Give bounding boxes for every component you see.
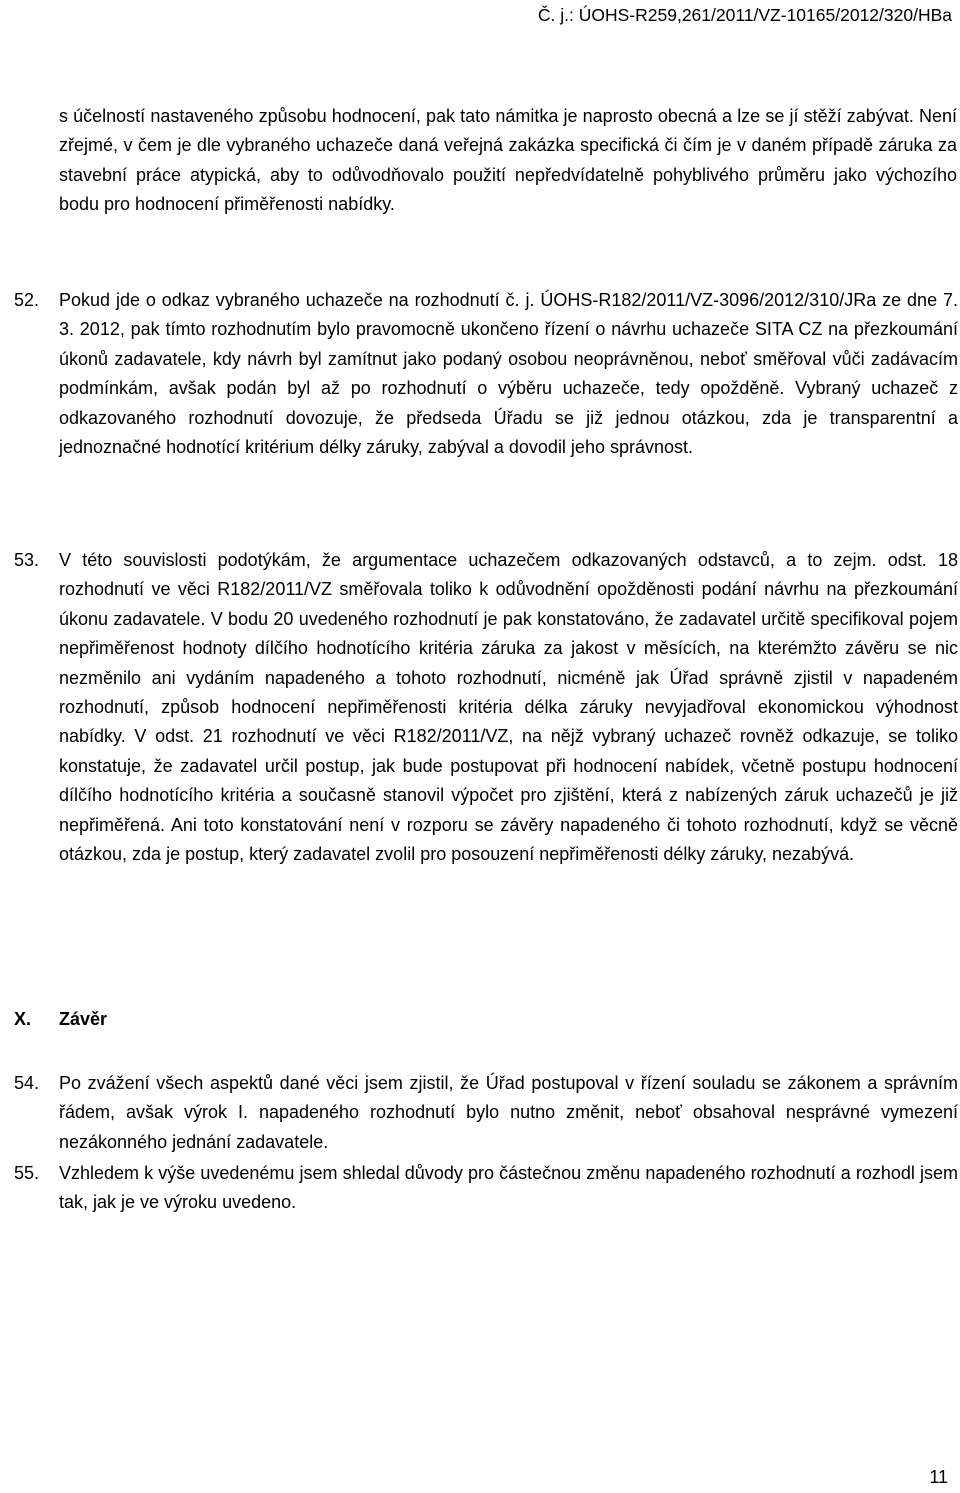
paragraph-number: 53. xyxy=(14,550,40,570)
paragraph-number: 55. xyxy=(14,1163,40,1183)
intro-paragraph-continuation: s účelností nastaveného způsobu hodnocení, pak tato námitka je naprosto obecná a lze se jí stěží zabývat. Není zřejmé, v čem je dle vybraného uchazeče daná veřejná zakázka specifická či čím je v daném případě záruka za stavební práce atypická, aby to odůvodňovalo použití nepředvídatelně pohyblivého průměru jako výchozího bodu pro hodnocení přiměřenosti nabídky. xyxy=(59,106,957,215)
paragraph-text: Vzhledem k výše uvedenému jsem shledal důvody pro částečnou změnu napadeného rozhodnutí a rozhodl jsem tak, jak je ve výroku uvedeno. xyxy=(59,1163,958,1213)
paragraph-text: Pokud jde o odkaz vybraného uchazeče na rozhodnutí č. j. ÚOHS-R182/2011/VZ-3096/2012/310/JRa ze dne 7. 3. 2012, pak tímto rozhodnutím bylo pravomocně ukončeno řízení o návrhu uchazeče SITA CZ na přezkoumání úkonů zadavatele, kdy návrh byl zamítnut jako podaný osobou neoprávněnou, neboť směřoval vůči zadávacím podmínkám, avšak podán byl až po rozhodnutí o výběru uchazeče, tedy opožděně. Vybraný uchazeč z odkazovaného rozhodnutí dovozuje, že předseda Úřadu se již jednou otázkou, zda je transparentní a jednoznačné hodnotící kritérium délky záruky, zabýval a dovodil jeho správnost. xyxy=(59,290,958,458)
section-number: X. xyxy=(14,1009,32,1029)
paragraph-text: V této souvislosti podotýkám, že argumentace uchazečem odkazovaných odstavců, a to zejm. odst. 18 rozhodnutí ve věci R182/2011/VZ směřovala toliko k odůvodnění opožděnosti podání návrhu na přezkoumání úkonu zadavatele. V bodu 20 uvedeného rozhodnutí je pak konstatováno, že zadavatel určitě specifikoval pojem nepřiměřenost hodnoty dílčího hodnotícího kritéria záruka za jakost v měsících, na kterémžto závěru se nic nezměnilo ani vydáním napadeného a tohoto rozhodnutí, nicméně jak Úřad správně zjistil v napadeném rozhodnutí, způsob hodnocení nepřiměřenosti kritéria délka záruky nevyjadřoval ekonomickou výhodnost nabídky. V odst. 21 rozhodnutí ve věci R182/2011/VZ, na nějž vybraný uchazeč rovněž odkazuje, se toliko konstatuje, že zadavatel určil postup, jak bude postupovat při hodnocení nabídek, včetně postupu hodnocení dílčího hodnotícího kritéria a současně stanovil výpočet pro zjištění, která z nabízených záruk uchazečů je již nepřiměřená. Ani toto konstatování není v rozporu se závěry napadeného či tohoto rozhodnutí, když se věcně otázkou, zda je postup, který zadavatel zvolil pro posouzení nepřiměřenosti délky záruky, nezabývá. xyxy=(59,550,958,865)
paragraph-number: 54. xyxy=(14,1073,40,1093)
document-reference-header: Č. j.: ÚOHS-R259,261/2011/VZ-10165/2012/320/HBa xyxy=(537,5,952,25)
section-title: Závěr xyxy=(59,1009,108,1029)
page-number: 11 xyxy=(929,1467,948,1487)
paragraph-text: Po zvážení všech aspektů dané věci jsem zjistil, že Úřad postupoval v řízení souladu se zákonem a správním řádem, avšak výrok I. napadeného rozhodnutí bylo nutno změnit, neboť obsahoval nesprávné vymezení nezákonného jednání zadavatele. xyxy=(59,1073,958,1152)
paragraph-number: 52. xyxy=(14,290,40,310)
